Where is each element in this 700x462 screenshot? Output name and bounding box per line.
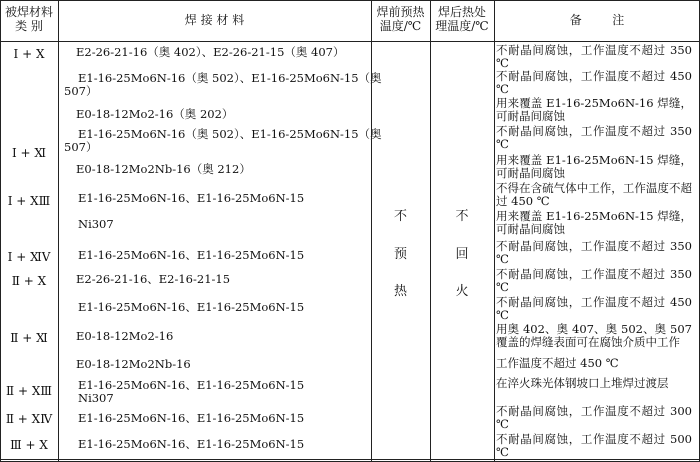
- remark-text: 不耐晶间腐蚀，工作温度不超过 500 ℃: [496, 432, 692, 459]
- remark-text: 不耐晶间腐蚀，工作温度不超过 450 ℃: [496, 69, 692, 96]
- header-preheat-line: 温度/℃: [379, 19, 422, 33]
- bottom-rule: [1, 459, 699, 460]
- material-line: Ni307: [78, 391, 114, 405]
- category-label: Ⅰ + Ⅹ: [13, 47, 45, 61]
- category-label: Ⅰ + ⅩⅢ: [7, 194, 51, 208]
- postheat-merged-cell: [430, 0, 494, 462]
- header-divider: [1, 41, 699, 42]
- header-postheat-line: 焊后热处: [437, 5, 486, 19]
- remark-text: 用来覆盖 E1-16-25Mo6N-15 焊缝，可耐晶间腐蚀: [496, 153, 692, 180]
- preheat-char: 预: [393, 247, 407, 262]
- remark-text: 用来覆盖 E1-16-25Mo6N-16 焊缝，可耐晶间腐蚀: [496, 96, 692, 123]
- preheat-char: 热: [393, 284, 407, 299]
- remark-text: 用奥 402、奥 407、奥 502、奥 507 覆盖的焊缝表面可在腐蚀介质中工作: [496, 322, 692, 349]
- header-remarks: 备 注: [569, 13, 625, 27]
- postheat-char: 回: [455, 247, 469, 262]
- material-line: E1-16-25Mo6N-16、E1-16-25Mo6N-15: [78, 191, 305, 205]
- remark-text: 用来覆盖 E1-16-25Mo6N-15 焊缝，可耐晶间腐蚀: [496, 209, 692, 236]
- header-postheat-line: 理温度/℃: [435, 19, 489, 33]
- material-line: E1-16-25Mo6N-16、E1-16-25Mo6N-15: [78, 300, 305, 314]
- remark-text: 不耐晶间腐蚀，工作温度不超过 350 ℃: [496, 239, 692, 266]
- postheat-char: 火: [455, 284, 469, 299]
- header-preheat-line: 焊前预热: [376, 5, 425, 19]
- material-line: E0-18-12Mo2-16: [76, 329, 174, 343]
- material-line: E0-18-12Mo2-16（奥 202）: [76, 107, 234, 121]
- material-line: E1-16-25Mo6N-16、E1-16-25Mo6N-15: [78, 378, 305, 392]
- material-line: E2-26-21-16、E2-16-21-15: [76, 272, 231, 286]
- remark-text: 工作温度不超过 450 ℃: [496, 356, 619, 370]
- material-line: E1-16-25Mo6N-16（奥 502）、E1-16-25Mo6N-15（奥: [78, 127, 382, 141]
- header-material: 焊 接 材 料: [184, 13, 245, 27]
- remark-text: 不耐晶间腐蚀，工作温度不超过 350 ℃: [496, 267, 692, 294]
- material-line: E1-16-25Mo6N-16（奥 502）、E1-16-25Mo6N-15（奥: [78, 71, 382, 85]
- remark-text: 不耐晶间腐蚀，工作温度不超过 350 ℃: [496, 43, 692, 70]
- remark-text: 不耐晶间腐蚀，工作温度不超过 450 ℃: [496, 295, 692, 322]
- material-line: E1-16-25Mo6N-16、E1-16-25Mo6N-15: [78, 437, 305, 451]
- material-line: Ni307: [78, 217, 114, 231]
- material-line: E0-18-12Mo2Nb-16: [76, 357, 191, 371]
- category-label: Ⅲ + Ⅹ: [10, 438, 48, 452]
- material-line: E1-16-25Mo6N-16、E1-16-25Mo6N-15: [78, 411, 305, 425]
- postheat-char: 不: [455, 209, 469, 224]
- material-line: E1-16-25Mo6N-16、E1-16-25Mo6N-15: [78, 248, 305, 262]
- preheat-char: 不: [393, 209, 407, 224]
- header-category: [0, 5, 58, 33]
- category-label: Ⅱ + ⅩⅢ: [6, 384, 52, 398]
- preheat-merged-cell: [371, 0, 430, 462]
- remark-text: 在淬火珠光体钢坡口上堆焊过渡层: [496, 376, 669, 390]
- category-label: Ⅰ + Ⅺ: [11, 146, 47, 160]
- header-category-line: 被焊材料: [4, 5, 53, 19]
- column-divider: [58, 1, 59, 461]
- column-divider: [494, 1, 495, 461]
- header-category-line: 类 别: [15, 19, 43, 33]
- material-line: E2-26-21-16（奥 402）、E2-26-21-15（奥 407）: [76, 45, 345, 59]
- material-line: 507）: [64, 140, 98, 154]
- category-label: Ⅰ + ⅪⅤ: [7, 250, 51, 264]
- remark-text: 不耐晶间腐蚀，工作温度不超过 350 ℃: [496, 124, 692, 151]
- category-label: Ⅱ + Ⅹ: [11, 274, 47, 288]
- material-line: E0-18-12Mo2Nb-16（奥 212）: [76, 162, 251, 176]
- category-label: Ⅱ + Ⅺ: [10, 331, 48, 345]
- remark-text: 不耐晶间腐蚀，工作温度不超过 300 ℃: [496, 404, 692, 431]
- remark-text: 不得在含硫气体中工作，工作温度不超过 450 ℃: [496, 181, 692, 208]
- material-line: 507）: [64, 84, 98, 98]
- category-label: Ⅱ + ⅩⅣ: [5, 412, 53, 426]
